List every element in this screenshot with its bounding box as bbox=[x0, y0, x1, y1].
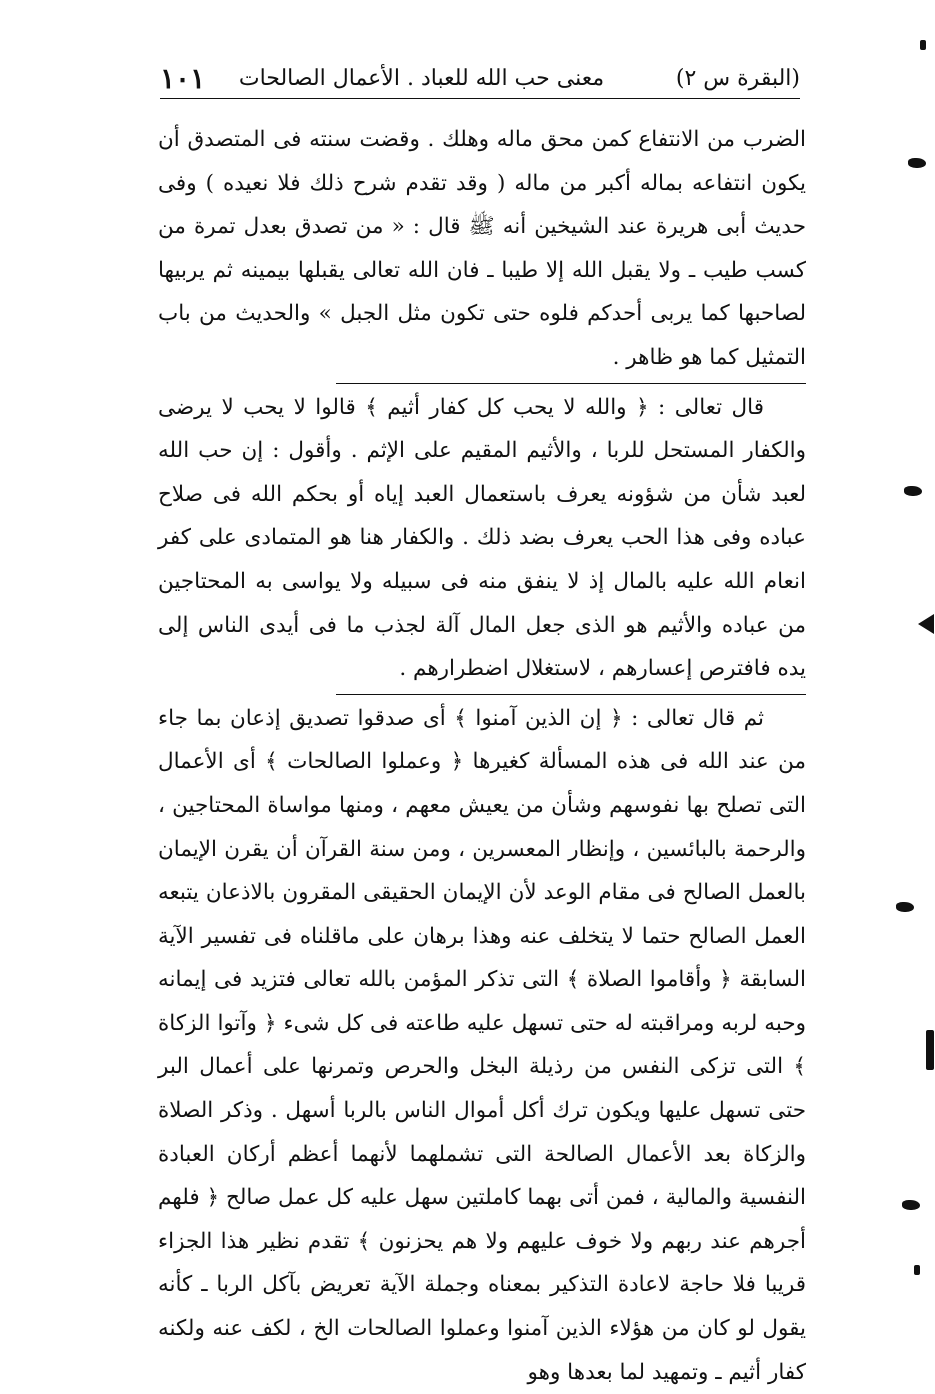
header-title: معنى حب الله للعباد . الأعمال الصالحات bbox=[238, 65, 605, 91]
surah-reference: (البقرة س ٢) bbox=[675, 65, 800, 91]
paragraph-1: الضرب من الانتفاع كمن محق ماله وهلك . وقضت سنته فى المتصدق أن يكون انتفاعه بماله أكبر من ماله ( وقد تقدم شرح ذلك فلا نعيده ) وفى حديث أبى هريرة عند الشيخين أنه ﷺ قال : « من تصدق بعدل تمرة من كسب طيب ـ ولا يقبل الله إلا طيبا ـ فان الله تعالى يقبلها بيمينه ثم يربيها لصاحبها كما يربى أحدكم فلوه حتى تكون مثل الجبل » والحديث من باب التمثيل كما هو ظاهر . bbox=[158, 127, 806, 370]
scan-speck bbox=[920, 40, 926, 50]
section-divider bbox=[336, 383, 806, 384]
scan-speck bbox=[926, 1030, 934, 1070]
scan-speck bbox=[902, 1200, 920, 1210]
page-body bbox=[158, 118, 806, 1394]
scan-speck bbox=[904, 486, 922, 496]
page-number: ١٠١ bbox=[160, 61, 206, 95]
paragraph-3: ثم قال تعالى : ﴿ إن الذين آمنوا ﴾ أى صدقوا تصديق إذعان بما جاء من عند الله فى هذه المسألة كغيرها ﴿ وعملوا الصالحات ﴾ أى الأعمال التى تصلح بها نفوسهم وشأن من يعيش معهم ، ومنها مواساة المحتاجين ، والرحمة بالبائسين ، وإنظار المعسرين ، ومن سنة القرآن أن يقرن الإيمان بالعمل الصالح فى مقام الوعد لأن الإيمان الحقيقى المقرون بالاذعان يتبعه العمل الصالح حتما لا يتخلف عنه وهذا برهان على ماقلناه فى تفسير الآية السابقة ﴿ وأقاموا الصلاة ﴾ التى تذكر المؤمن بالله تعالى فتزيد فى إيمانه وحبه لربه ومراقبته له حتى تسهل عليه طاعته فى كل شىء ﴿ وآتوا الزكاة ﴾ التى تزكى النفس من رذيلة البخل والحرص وتمرنها على أعمال البر حتى تسهل عليها ويكون ترك أكل أموال الناس بالربا أسهل . وذكر الصلاة والزكاة بعد الأعمال الصالحة التى تشملهما لأنهما أعظم أركان العبادة النفسية والمالية ، فمن أتى بهما كاملتين سهل عليه كل عمل صالح ﴿ فلهم أجرهم عند ربهم ولا خوف عليهم ولا هم يحزنون ﴾ تقدم نظير هذا الجزاء قريبا فلا حاجة لاعادة التذكير بمعناه وجملة الآية تعريض بآكل الربا ـ كأنه يقول لو كان من هؤلاء الذين آمنوا وعملوا الصالحات الخ ، لكف عنه ولكنه كفار أثيم ـ وتمهيد لما بعدها وهو bbox=[158, 705, 806, 1385]
section-divider bbox=[336, 694, 806, 695]
scan-speck bbox=[908, 158, 926, 168]
scan-speck bbox=[896, 902, 914, 912]
scan-speck bbox=[914, 1265, 920, 1275]
paragraph-2: قال تعالى : ﴿ والله لا يحب كل كفار أثيم ﴾ قالوا لا يحب لا يرضى والكفار المستحل للربا ، والأثيم المقيم على الإثم . وأقول : إن حب الله لعبد شأن من شؤونه يعرف باستعمال العبد إياه أو بحكم الله فى صلاح عباده وفى هذا الحب يعرف بضد ذلك . والكفار هنا هو المتمادى على كفر انعام الله عليه بالمال إذ لا ينفق منه فى سبيله ولا يواسى به المحتاجين من عباده والأثيم هو الذى جعل المال آلة لجذب ما فى أيدى الناس إلى يده فافترص إعسارهم ، لاستغلال اضطرارهم . bbox=[158, 394, 806, 682]
running-header bbox=[160, 58, 800, 99]
scan-speck bbox=[918, 614, 934, 634]
